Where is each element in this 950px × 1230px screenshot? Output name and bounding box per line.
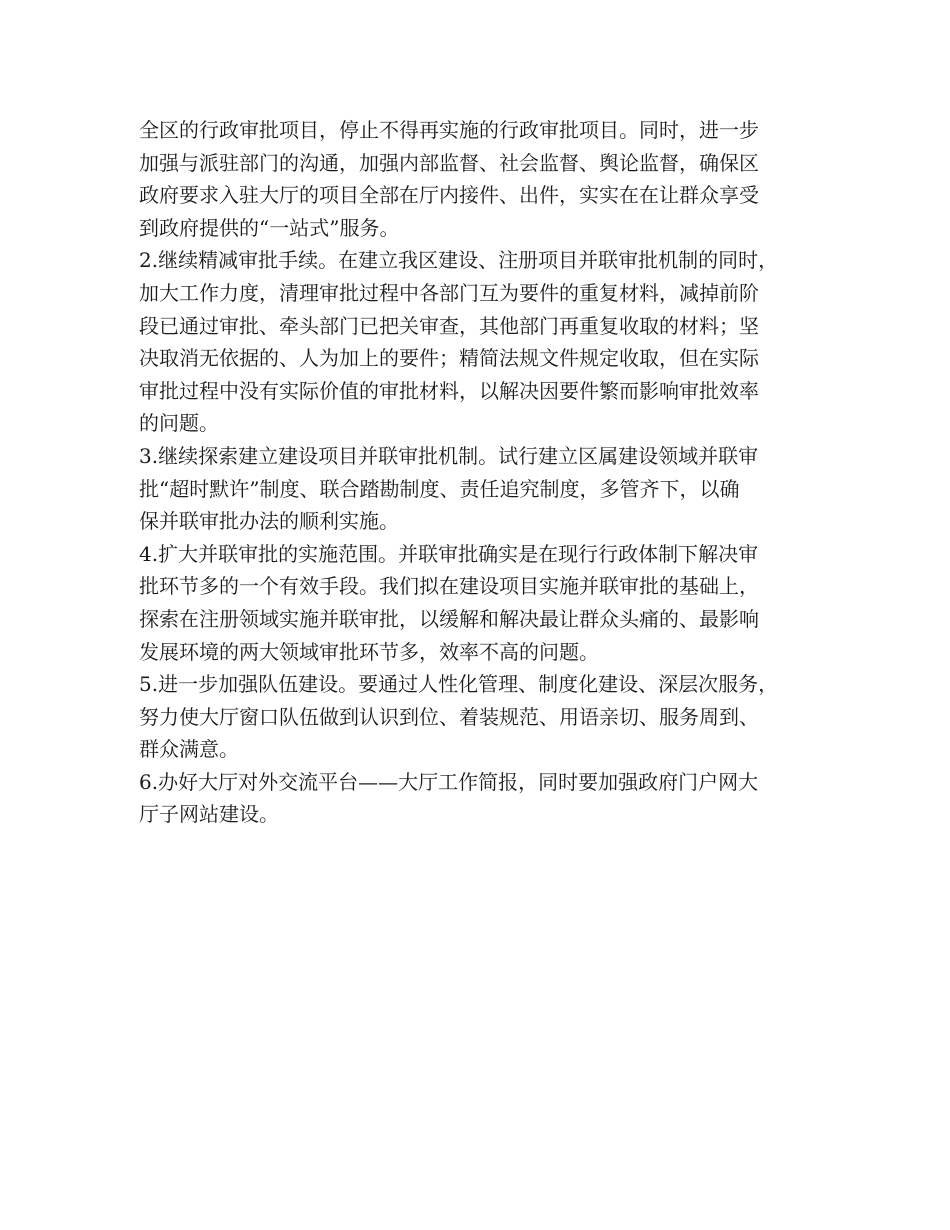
text-line: 审批过程中没有实际价值的审批材料，以解决因要件繁而影响审批效率 bbox=[139, 378, 759, 403]
text-line: 努力使大厅窗口队伍做到认识到位、着装规范、用语亲切、服务周到、 bbox=[139, 704, 759, 729]
text-line: 3.继续探索建立建设项目并联审批机制。试行建立区属建设领域并联审 bbox=[139, 443, 759, 468]
text-line: 决取消无依据的、人为加上的要件；精简法规文件规定收取，但在实际 bbox=[139, 346, 759, 371]
document-body bbox=[139, 114, 839, 831]
text-line: 厅子网站建设。 bbox=[139, 802, 279, 827]
text-line: 的问题。 bbox=[139, 411, 219, 436]
text-line: 群众满意。 bbox=[139, 737, 239, 762]
text-line: 加大工作力度，清理审批过程中各部门互为要件的重复材料，减掉前阶 bbox=[139, 280, 759, 305]
text-line: 探索在注册领域实施并联审批，以缓解和解决最让群众头痛的、最影响 bbox=[139, 606, 759, 631]
text-line: 保并联审批办法的顺利实施。 bbox=[139, 509, 399, 534]
text-line: 6.办好大厅对外交流平台——大厅工作简报，同时要加强政府门户网大 bbox=[139, 769, 759, 794]
text-line: 政府要求入驻大厅的项目全部在厅内接件、出件，实实在在让群众享受 bbox=[139, 183, 759, 208]
text-line: 到政府提供的“一站式”服务。 bbox=[139, 215, 400, 240]
text-line: 加强与派驻部门的沟通，加强内部监督、社会监督、舆论监督，确保区 bbox=[139, 150, 759, 175]
text-line: 批“超时默许”制度、联合踏勘制度、责任追究制度，多管齐下，以确 bbox=[139, 476, 740, 501]
text-line: 全区的行政审批项目，停止不得再实施的行政审批项目。同时，进一步 bbox=[139, 118, 759, 142]
text-line: 5.进一步加强队伍建设。要通过人性化管理、制度化建设、深层次服务， bbox=[139, 672, 779, 697]
text-line: 段已通过审批、牵头部门已把关审查，其他部门再重复收取的材料；坚 bbox=[139, 313, 759, 338]
text-line: 2.继续精减审批手续。在建立我区建设、注册项目并联审批机制的同时， bbox=[139, 248, 779, 273]
text-line: 4.扩大并联审批的实施范围。并联审批确实是在现行行政体制下解决审 bbox=[139, 541, 759, 566]
text-line: 批环节多的一个有效手段。我们拟在建设项目实施并联审批的基础上， bbox=[139, 574, 759, 599]
text-line: 发展环境的两大领域审批环节多，效率不高的问题。 bbox=[139, 639, 599, 664]
